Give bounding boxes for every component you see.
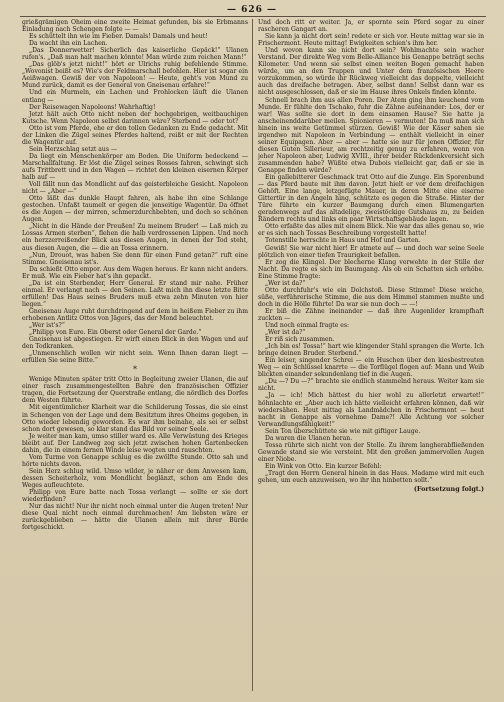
paragraph: Schnell brach ihm aus allen Poren. Der Atem ging ihm keuchend vom Munde. Er fühlte den Tschako, fuhr die Zähne aufeinander: Los, der er war! Was sollte sie dort in dem einsamen Hause? Sie hatte ja anscheinenddarüber meilen. Spionieren — vermuten! Da muß man sich hinein ins weite Getümmel stürzen. Gewiß! Wie der Käser sahen sie irgendwo mit Napoleon in Verbindung — enthält vielleicht in einer seiner Equipagen. Aber — aber — hatte sie nur für jenen Offizier, für diesen Guten Sillerieur, am rechtzeitig genug zu erfahren, wenn von jeher Napoleon aber, Ludwig XVIII., ihrer beider Rückdenkversicht sich zusammenden habe? Wüßte etwa Dubois vielleicht gar, daß er sie in Genappe finden würde? — [258, 96, 484, 174]
paragraph: Otto ist vom Pferde, ehe er den tollen Gedanken zu Ende gedacht. Mit der Linken die Zügel seines Pferdes haltend, reißt er mit der Rechten die Wagentür auf. — [22, 124, 248, 146]
paragraph: Sein Herz schlug wild. Umso wilder, je näher er dem Anwesen kam, dessen Scheiterholz, vom Mondlicht beglänzt, schon am Ende des Weges aufleuchtete. — [22, 467, 248, 489]
paragraph: Nur das nicht! Nur ihr nicht noch einmal unter die Augen treten! Nur diese Qual nicht noch einmal durchmachen! Am liebsten wäre er zurückgeblieben — hätte die Ulanen allein mit ihrer Bürde fortgeschickt. — [22, 503, 248, 532]
paragraph: Da liegt ein Menschenkörper am Boden. Die Uniform bedeckend — Marschallfaltung. Er löst die Zügel seines Rosses fahren, schwingt sich aufs Trittbrett und in den Wagen — richtet den kleinen eisernen Körper halb auf — — [22, 152, 248, 182]
paragraph: „Das glöb's jetzt nicht!“ hört er Ulrichs ruhig befehlende Stimme. „Wovonist beißt es? Wie's der Feldmarschall befohlen. Hier ist sogar ein Aeißwagen. Gewiß der von Napoleon! — Heute, geht's von Mund zu Mund zurück, damit es der General von Gneisenau erfahre!“ — [22, 61, 248, 90]
paragraph: Sein Herzschlag setzt aus — — [29, 145, 118, 153]
paragraph: Gewiß! Sie war nicht hier! Er atmete auf — und doch war seine Seele plötzlich von einer tiefen Traurigkeit befallen. — [258, 244, 484, 259]
paragraph: Und ein Murmeln, ein Lachen und Frohlocken läuft die Ulanen entlang — — [22, 89, 248, 104]
paragraph: „Das Donnerwetter! Sicherlich das kaiserliche Gepäck!“ Ulanen rufen's. „Daß man halt machen könnte! Man würde zum reichen Mann!“ — [22, 47, 248, 62]
paragraph: Und noch einmal fragte es: — [265, 322, 350, 330]
paragraph: Tossa rührte sich nicht von der Stelle. Zu ihrem langherabfließenden Gewande stand sie wie versteint. Mit den großen jammervollen Augen einer Niobe. — [258, 441, 484, 463]
paragraph: Otto erfaßte das alles mit einem Blick. Nie war das alles genau so, wie er es sich nach Tossas Beschreibung vorgestellt hatte! — [258, 223, 484, 238]
paragraph: grießgrämigen Oheim eine zweite Heimat gefunden, bis sie Erbmanns Einladung nach Schengen folgte — — — [22, 19, 248, 34]
paragraph: Sie kann ja nicht dort sein! redete er sich vor. Heute mittag war sie in Frischermont. Heute mittag! Ewigkeiten schien's ihm her. — [258, 33, 484, 48]
paragraph: Philipp von Eure batte nach Tossa verlangt — sollte er sie dort wiederfinden? — [22, 489, 248, 504]
paragraph: Er biß die Zähne ineinander — daß ihre Augenlider krampfhaft zuckten — — [258, 307, 484, 322]
paragraph: Gneisenau ist abgestiegen. Er wirft einen Blick in den Wagen und auf den Todkranken. — [22, 336, 248, 351]
paragraph: „Tragt den Herrn General hinein in das Haus. Madame wird mit euch gehen, um euch anzuweisen, wo ihr ihn hinbetten sollt.“ — [258, 470, 484, 485]
paragraph: Ein gallebitterer Geschmack trat Otto auf die Zunge. Ein Sporenbund — das Pferd baute mit ihm davon. Jetzt hielt er vor dem dreifachigen Gehöft. Eine lange, letzgefügte Mauer, in deren Mitte eine eiserne Gittertür in den Angeln hing, schützte es gegen die Straße. Hinter der Türe führte ein kurzer Baumgang durch einen Blumengarten geradenwegs auf das altadelige, zweistöckige Gutshaus zu, zu beiden Rändern rechts und links ein paar Wirtschaftsgebäude lagen. — [258, 174, 484, 224]
paragraph: „Da ist ein Sterbender, Herr General. Er stand mir nahe. Früher einmal. Er verlangt nach — den Seinen. Laßt mich ihn diese letzte Bitte erfüllen! Das Haus seines Bruders muß etwa zehn Minuten von hier liegen.“ — [22, 279, 248, 308]
paragraph: „Wer ist da?“ — [265, 279, 306, 287]
paragraph: Er riß sich zusammen. — [265, 336, 335, 344]
paragraph: Otto durchfuhr's wie ein Dolchstoß. Diese Stimme! Diese weiche, süße, verführerische Stimme, die aus dem Himmel stammen mußte und doch in die Hölle führte! Da war sie nun doch — —! — [258, 286, 484, 308]
paragraph: Da wacht ihn ein Lachen. — [29, 40, 108, 48]
paragraph: Es schüttelt ihn wie im Fieber. Damals! Damals und heut! — [29, 33, 208, 41]
column-divider — [252, 19, 253, 691]
paragraph: Und doch ritt er weiter. Ja, er spornte sein Pferd sogar zu einer rascheren Gangart an. — [258, 19, 484, 34]
paragraph: „Du —? Du —?“ brachte sie endlich stammelnd heraus. Weiter kam sie nicht. — [258, 378, 484, 393]
right-column — [258, 19, 484, 695]
paragraph: Voll fällt nun das Mondlicht auf das geisterbleiche Gesicht. Napoleon nicht — „Aber —“ — [22, 181, 248, 196]
paragraph: Ein Wink von Otto. Ein kurzer Befehl: — [265, 462, 382, 470]
paragraph: Mit eigentümlicher Klarheit war die Schilderung Tossas, die sie einst in Schengen von der Lage und dem Besitztum ihres Oheims gegeben, in Otto wieder lebendig geworden. Es war ihm beinahe, als sei er selbst schon dort gewesen, so klar stand das Bild vor seiner Seele. — [22, 404, 248, 433]
paragraph: Jetzt hält auch Otto nicht neben der hochgebrigen, weitbauchigen Kutsche. Wenn Napoleon selbst darinnen wäre? Sterbend — oder tot? — [22, 110, 248, 125]
header-rule — [20, 16, 486, 17]
paragraph: Gneisenau Auge ruht durchdringend auf dem in heißem Fieber zu ihm erhobenen Antlitz Ottos von Jägers, das der Mond beleuchtet. — [22, 307, 248, 322]
paragraph: Er zog die Klingel. Der blecherne Klang verwehte in der Stille der Nacht. Da regte es sich im Baumgang. Als ob ein Schatten sich erhöbe. Eine Stimme fragte: — [258, 258, 484, 280]
page-number: — 626 — — [226, 5, 278, 15]
paragraph: „Wer ist's?“ — [29, 322, 65, 330]
continuation-note: (Fortsetzung folgt.) — [413, 485, 484, 494]
paragraph: Ein leiser, singender Schrei — ein Huschen über den kiesbestreuten Weg — ein Schlüssel knarrte — die Torflügel flogen auf: Mann und Weib blickten einander sekundenlang tief in die Augen. — [258, 357, 484, 379]
paragraph: „Unmenschlich wollen wir nicht sein. Wenn Ihnen daran liegt — erfüllen Sie seine Bitte.“ — [22, 350, 248, 365]
paragraph: Da schießt Otto empor. Aus dem Wagen heraus. Er kann nicht anders. Er muß. Wie ein Fieber hat's ihn gepackt. — [22, 265, 248, 280]
paragraph: Wenige Minuten später tritt Otto in Begleitung zweier Ulanen, die auf einer rasch zusammengestellten Bahre den französischen Offizier tragen, die Fortsetzung der Querstraße entlang, die nördlich des Dorfes dem Westen führte. — [22, 376, 248, 405]
paragraph: Sein Ton überschüttete sie wie mit giftiger Lauge. — [265, 427, 421, 435]
section-break: * — [133, 365, 137, 375]
paragraph: „Nun, Drouot, was haben Sie denn für einen Fund getan?“ ruft eine Stimme. Gneisenau ist's. — [22, 251, 248, 266]
paragraph: „Ich bin es! Tossa!“ hart wie klingender Stahl sprangen die Worte. Ich bringe deinen Bruder. Sterbend.“ — [258, 343, 484, 358]
paragraph: Der Reisewagen Napoleons! Wahrhaftig! — [29, 103, 156, 111]
left-column — [22, 19, 248, 695]
paragraph: „Nicht in die Hände der Preußen! Zu meinem Bruder! — Laß mich zu Lossas Armen sterben“, flehen die halb verdrossenen Lippen. Und noch ein herzzerreißender Blick aus diesen Augen, in denen der Tod steht, aus diesen Augen, die — die an Tossa erinnern. — [22, 223, 248, 252]
paragraph: Da waren die Ulanen heran. — [265, 434, 353, 442]
paragraph: Totenstille herrschte in Haus und Hof und Garten. — [265, 237, 421, 245]
paragraph: Und wovon kann sie nicht dort sein? Wohlmachte sein wacher Verstand. Der direkte Weg vom Belle-Alliance bis Genappe beträgt sechs Kilometer. Und wenn sie selbst einen weiten Bogen gemacht haben würde, um an den Truppen und Unter dem französischen Heere vorzukommen, so würde ihr Rückweg vielleicht das doppelte, vielleicht auch das dreifache betragen. Aber, selbst dann! Selbst dann war es nicht ausgeschlossen, daß er sie im Hause ihres Onkels finden könnte. — [258, 47, 484, 97]
paragraph: Otto läßt das dunkle Haupt fahren, als habe ihn eine Schlange gestochen. Unfaßt taumelt er gegen die jenseitige Wagentür. Da öffnet es die Augen — der mirren, schmerzdurchbebten, und doch so schönen Augen. — [22, 195, 248, 224]
paragraph: „Philipp von Eure. Ein Oberst oder General der Garde.“ — [29, 329, 202, 337]
paragraph: Je weiter man kam, umso stiller ward es. Alle Verwüstung des Krieges bleibt auf. Der Landweg zog sich jetzt zwischen hohen Gartenbecken dahin, die in einem fernen Winde leise wogten und rauschten. — [22, 432, 248, 454]
paragraph: „Wer ist da?“ — [265, 329, 306, 337]
paragraph: „Ja — ich! Mich hättest du hier wohl zu allerletzt erwartet!“ höhnlachte er. „Aber auch ich hätte vielleicht erfahren können, daß wir wiedersähen. Heut mittag als Landmädchen in Frischermont — heut nacht in Genappe als vornehme Dame?! Alle Achtung vor solcher Verwandlungsfähigkeit!“ — [258, 392, 484, 428]
paragraph: Vom Turme von Genappe schlug es die zwölfte Stunde. Otto sah und hörte nichts davon. — [22, 453, 248, 468]
